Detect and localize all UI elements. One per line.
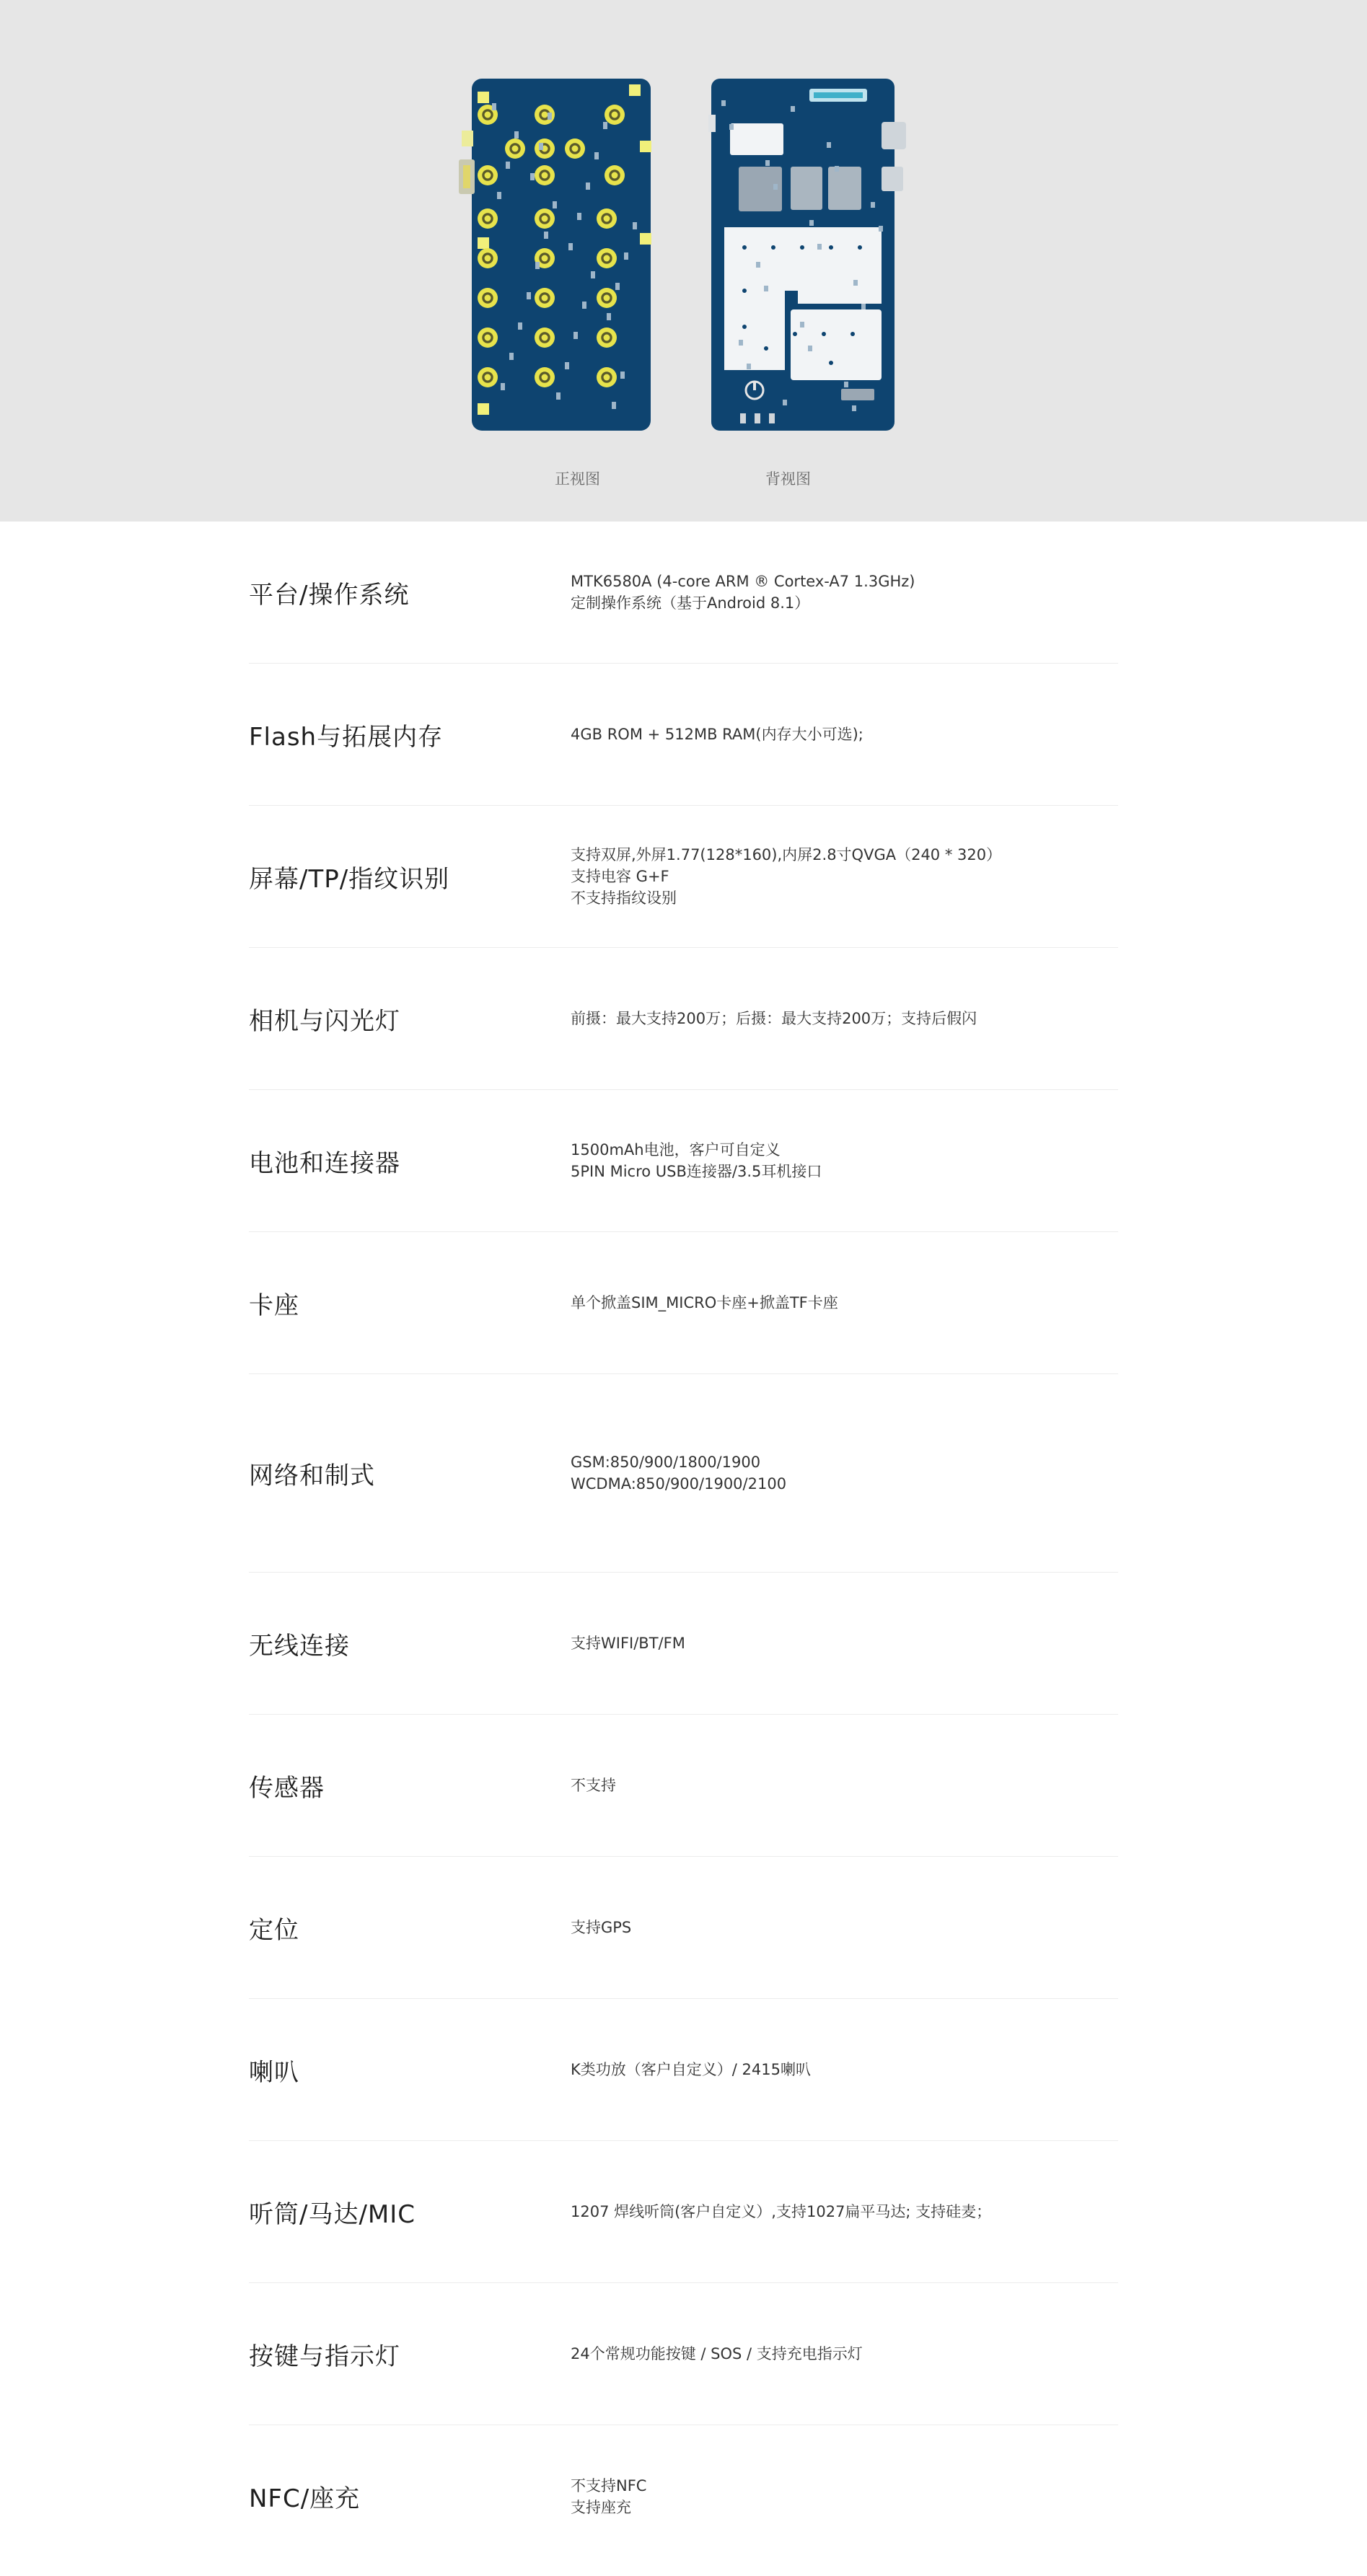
spec-value-line: GSM:850/900/1800/1900 <box>571 1454 761 1471</box>
spec-value-line: 5PIN Micro USB连接器/3.5耳机接口 <box>571 1163 822 1180</box>
battery-pin <box>740 413 746 423</box>
top-connector-pins <box>814 92 863 98</box>
key-pad-center <box>604 255 610 262</box>
shield-dot <box>858 245 862 250</box>
spec-value-line: 支持GPS <box>571 1919 632 1936</box>
spec-value <box>571 1775 1118 1796</box>
smd-component <box>624 252 628 260</box>
bottom-switch <box>841 389 874 400</box>
spec-label: 听筒/马达/MIC <box>249 2199 416 2229</box>
key-pad-center <box>612 112 618 118</box>
spec-value-line: 支持双屏,外屏1.77(128*160),内屏2.8寸QVGA（240 * 320） <box>571 846 1002 863</box>
usb-connector <box>882 167 903 191</box>
spec-value-line: MTK6580A (4-core ARM ® Cortex-A7 1.3GHz) <box>571 573 915 590</box>
smd-component <box>633 222 637 229</box>
corner-pad <box>640 141 651 152</box>
shield-dot <box>793 332 797 336</box>
key-pad-center <box>542 295 548 302</box>
spec-label: 传感器 <box>249 1773 325 1803</box>
smd-component <box>568 243 573 250</box>
smd-component <box>553 201 557 208</box>
smd-component <box>852 405 856 411</box>
smd-component <box>800 322 804 328</box>
pcb-front-image <box>456 74 658 434</box>
key-pad-center <box>572 146 579 152</box>
smd-component <box>615 283 620 290</box>
smd-component <box>539 143 543 150</box>
smd-component <box>809 220 814 226</box>
spec-value-line: 1500mAh电池，客户可自定义 <box>571 1141 781 1159</box>
smd-component <box>518 322 522 330</box>
key-pad-center <box>485 335 491 341</box>
front-view-caption: 正视图 <box>555 470 600 488</box>
smd-component <box>773 184 778 190</box>
spec-row <box>249 1573 1118 1715</box>
smd-component <box>509 353 514 360</box>
pcb-back-drawing <box>708 74 910 434</box>
smd-component <box>582 302 586 309</box>
smd-component <box>603 122 607 129</box>
corner-pad <box>640 233 651 245</box>
spec-value-line: 不支持NFC <box>571 2476 647 2494</box>
spec-label: 网络和制式 <box>249 1461 375 1490</box>
tf-socket <box>791 167 822 210</box>
smd-component <box>506 162 510 169</box>
shield-dot <box>771 245 775 250</box>
spec-label: 电池和连接器 <box>249 1148 400 1178</box>
pcb-back-image <box>708 74 910 434</box>
spec-value <box>571 1451 1118 1495</box>
spec-label: 相机与闪光灯 <box>249 1006 400 1036</box>
key-pad-center <box>542 374 548 381</box>
spec-row <box>249 2141 1118 2283</box>
smd-component <box>791 106 795 112</box>
key-pad-center <box>485 112 491 118</box>
spec-value-line: 1207 焊线听筒(客户自定义）,支持1027扁平马达; 支持硅麦； <box>571 2203 992 2220</box>
key-pad-center <box>542 335 548 341</box>
spec-value <box>571 2475 1118 2518</box>
corner-pad <box>629 84 641 96</box>
pcb-front-drawing <box>456 74 658 434</box>
smd-component <box>565 362 569 369</box>
smd-component <box>729 124 734 130</box>
key-pad-center <box>542 172 548 179</box>
smd-component <box>879 226 883 232</box>
spec-row <box>249 1715 1118 1857</box>
spec-label: 定位 <box>249 1915 299 1945</box>
spec-value-line: 不支持指纹设别 <box>571 889 677 907</box>
spec-value-line: 支持座充 <box>571 2498 631 2516</box>
smd-component <box>783 400 787 405</box>
smd-component <box>835 166 839 172</box>
battery-pin <box>755 413 760 423</box>
spec-row <box>249 1232 1118 1374</box>
shield-dot <box>800 245 804 250</box>
shield-dot <box>764 346 768 351</box>
spec-label: 喇叭 <box>249 2057 299 2087</box>
key-pad-center <box>512 146 519 152</box>
smd-component <box>514 131 519 139</box>
smd-component <box>573 332 578 339</box>
corner-pad <box>478 92 489 103</box>
smd-component <box>871 202 875 208</box>
spec-value <box>571 1917 1118 1938</box>
spec-label: 卡座 <box>249 1291 299 1320</box>
key-pad-center <box>485 255 491 262</box>
spec-value <box>571 844 1118 909</box>
spec-label: 平台/操作系统 <box>249 580 410 610</box>
spec-value <box>571 571 1118 614</box>
spec-row <box>249 522 1118 664</box>
spec-row <box>249 2283 1118 2425</box>
spec-value <box>571 1139 1118 1182</box>
battery-pin <box>769 413 775 423</box>
corner-pad <box>478 403 489 415</box>
smd-component <box>535 262 540 269</box>
side-tab <box>708 115 716 132</box>
spec-value <box>571 2059 1118 2080</box>
spec-label: NFC/座充 <box>249 2484 361 2513</box>
smd-component <box>721 100 726 106</box>
spec-value-line: 24个常规功能按键 / SOS / 支持充电指示灯 <box>571 2345 863 2362</box>
spec-row <box>249 1090 1118 1232</box>
shield-dot <box>850 332 855 336</box>
spec-value <box>571 1632 1118 1654</box>
smd-component <box>556 392 561 400</box>
spec-value-line: 前摄：最大支持200万；后摄：最大支持200万；支持后假闪 <box>571 1010 977 1027</box>
key-pad-center <box>485 172 491 179</box>
smd-component <box>577 213 581 220</box>
hero-banner <box>0 0 1367 522</box>
spec-label: 按键与指示灯 <box>249 2342 400 2371</box>
smd-component <box>497 192 501 199</box>
key-pad-center <box>542 216 548 222</box>
smd-component <box>808 346 812 351</box>
spec-row <box>249 806 1118 948</box>
smd-component <box>756 262 760 268</box>
key-pad-center <box>604 374 610 381</box>
spec-label: Flash与拓展内存 <box>249 722 444 752</box>
spec-table <box>249 522 1118 2567</box>
key-pad-center <box>485 295 491 302</box>
spec-value <box>571 2201 1118 2223</box>
smd-component <box>739 340 743 346</box>
shield-dot <box>829 361 833 365</box>
key-pad-center <box>485 374 491 381</box>
spec-value-line: WCDMA:850/900/1900/2100 <box>571 1475 787 1493</box>
audio-jack <box>882 122 906 149</box>
shield-right <box>791 309 882 380</box>
smd-component <box>594 152 599 159</box>
spec-value-line: 4GB ROM + 512MB RAM(内存大小可选); <box>571 726 863 743</box>
key-pad-center <box>485 216 491 222</box>
shield-small <box>730 123 783 155</box>
key-pad-center <box>542 255 548 262</box>
shield-dot <box>742 245 747 250</box>
smd-component <box>817 244 822 250</box>
spec-value-line: 支持WIFI/BT/FM <box>571 1635 685 1652</box>
smd-component <box>827 142 831 148</box>
spec-row <box>249 1999 1118 2141</box>
smd-component <box>620 372 625 379</box>
smd-component <box>530 173 535 180</box>
smd-component <box>607 313 611 320</box>
smd-component <box>548 113 552 120</box>
shield-dot <box>829 245 833 250</box>
power-symbol-bar <box>753 382 756 390</box>
spec-value-line: K类功放（客户自定义）/ 2415喇叭 <box>571 2061 811 2078</box>
spec-value <box>571 1008 1118 1029</box>
smd-component <box>764 286 768 291</box>
smd-component <box>861 304 866 309</box>
key-pad-center <box>604 335 610 341</box>
smd-component <box>853 280 858 286</box>
spec-row <box>249 1857 1118 1999</box>
smd-component <box>765 160 770 166</box>
spec-value <box>571 1292 1118 1314</box>
spec-label: 无线连接 <box>249 1631 350 1661</box>
back-view-caption: 背视图 <box>765 470 811 488</box>
shield-dot <box>742 289 747 293</box>
smd-component <box>544 232 548 239</box>
spec-row <box>249 948 1118 1090</box>
key-pad-center <box>542 112 548 118</box>
shield-dot <box>822 332 826 336</box>
spec-row <box>249 664 1118 806</box>
smd-component <box>527 292 531 299</box>
spec-row <box>249 2425 1118 2567</box>
smd-component <box>492 103 496 110</box>
smd-component <box>591 271 595 278</box>
key-pad-center <box>604 216 610 222</box>
tf-socket-2 <box>828 167 861 210</box>
smd-component <box>612 402 616 409</box>
spec-value-line: 定制操作系统（基于Android 8.1） <box>571 594 810 612</box>
spec-row <box>249 1374 1118 1573</box>
smd-component <box>586 183 590 190</box>
key-pad-center <box>604 295 610 302</box>
key-pad-center <box>612 172 618 179</box>
corner-pad <box>478 237 489 249</box>
spec-value-line: 单个掀盖SIM_MICRO卡座+掀盖TF卡座 <box>571 1294 838 1311</box>
side-pad <box>462 131 473 146</box>
spec-label: 屏幕/TP/指纹识别 <box>249 864 450 894</box>
spec-value-line: 不支持 <box>571 1777 616 1794</box>
smd-component <box>747 364 751 369</box>
side-connector-pins <box>463 165 470 188</box>
smd-component <box>501 383 505 390</box>
spec-value <box>571 2343 1118 2365</box>
shield-dot <box>742 325 747 329</box>
spec-value <box>571 724 1118 745</box>
smd-component <box>844 382 848 387</box>
spec-value-line: 支持电容 G+F <box>571 868 669 885</box>
